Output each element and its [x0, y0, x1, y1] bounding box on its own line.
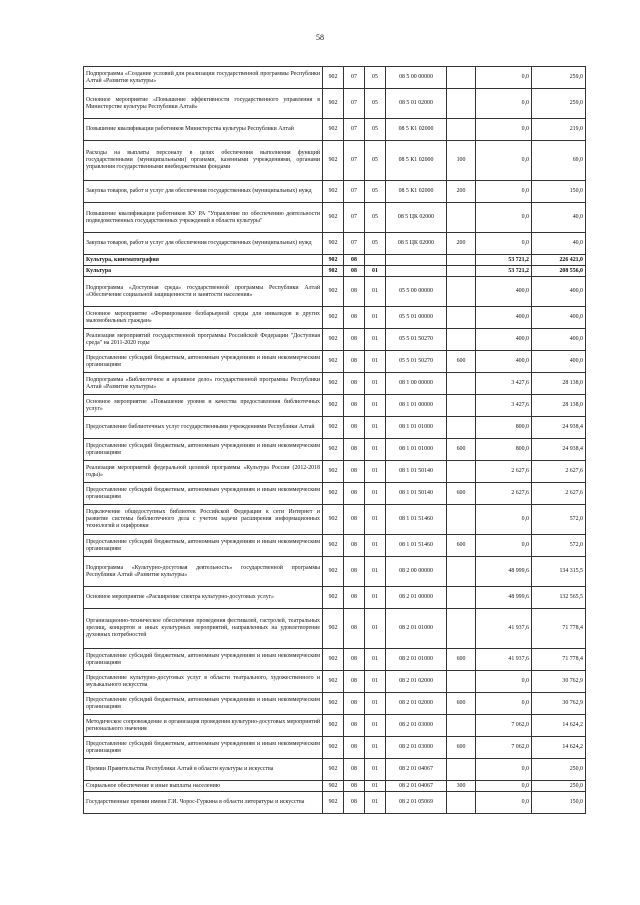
target-article-cell: 08 1 01 01000 — [386, 439, 447, 461]
target-article-cell: 08 1 01 51460 — [386, 535, 447, 557]
amount-year2-cell: 132 565,5 — [532, 587, 586, 609]
ved-code-cell: 902 — [323, 417, 344, 439]
subsection-code-cell: 01 — [365, 557, 386, 587]
item-name-cell: Предоставление субсидий бюджетным, автономным учреждениям и иным некоммерческим организациям — [84, 483, 323, 505]
table-row — [84, 395, 586, 417]
amount-year1-cell: 0,0 — [476, 535, 532, 557]
ved-code-cell: 902 — [323, 141, 344, 181]
section-code-cell: 08 — [344, 461, 365, 483]
amount-year2-cell: 219,0 — [532, 119, 586, 141]
expense-type-cell: 600 — [447, 351, 476, 373]
expense-type-cell: 600 — [447, 649, 476, 671]
item-name-cell: Предоставление культурно-досуговых услуг в области театрального, художественного и музыкального искусства — [84, 671, 323, 693]
amount-year2-cell: 71 778,4 — [532, 609, 586, 649]
subsection-code-cell: 01 — [365, 759, 386, 781]
ved-code-cell: 902 — [323, 671, 344, 693]
target-article-cell: 08 2 01 00000 — [386, 587, 447, 609]
expense-type-cell — [447, 715, 476, 737]
amount-year2-cell: 259,0 — [532, 89, 586, 119]
amount-year1-cell: 0,0 — [476, 89, 532, 119]
amount-year2-cell: 250,0 — [532, 759, 586, 781]
amount-year2-cell: 2 627,6 — [532, 483, 586, 505]
section-code-cell: 08 — [344, 255, 365, 266]
subsection-code-cell: 05 — [365, 67, 386, 89]
budget-table — [83, 66, 586, 814]
ved-code-cell: 902 — [323, 461, 344, 483]
target-article-cell: 08 1 01 00000 — [386, 395, 447, 417]
amount-year1-cell: 0,0 — [476, 759, 532, 781]
amount-year1-cell: 2 627,6 — [476, 461, 532, 483]
ved-code-cell: 902 — [323, 351, 344, 373]
table-row — [84, 737, 586, 759]
target-article-cell: 08 2 00 00000 — [386, 557, 447, 587]
subsection-code-cell: 01 — [365, 535, 386, 557]
amount-year1-cell: 0,0 — [476, 671, 532, 693]
amount-year1-cell: 0,0 — [476, 67, 532, 89]
table-row — [84, 759, 586, 781]
ved-code-cell: 902 — [323, 535, 344, 557]
expense-type-cell: 100 — [447, 141, 476, 181]
section-code-cell: 08 — [344, 266, 365, 277]
target-article-cell: 08 2 01 02000 — [386, 671, 447, 693]
expense-type-cell: 600 — [447, 737, 476, 759]
expense-type-cell: 200 — [447, 233, 476, 255]
amount-year2-cell: 28 138,0 — [532, 395, 586, 417]
ved-code-cell: 902 — [323, 557, 344, 587]
table-row — [84, 505, 586, 535]
target-article-cell: 08 2 01 02000 — [386, 693, 447, 715]
amount-year2-cell: 572,0 — [532, 505, 586, 535]
amount-year1-cell: 0,0 — [476, 203, 532, 233]
target-article-cell: 08 5 К1 02000 — [386, 181, 447, 203]
table-row — [84, 141, 586, 181]
section-code-cell: 08 — [344, 557, 365, 587]
ved-code-cell: 902 — [323, 266, 344, 277]
subsection-code-cell: 01 — [365, 671, 386, 693]
subsection-code-cell: 05 — [365, 89, 386, 119]
item-name-cell: Подпрограмма «Культурно-досуговая деятельность» государственной программы Республики Алтай «Развитие культуры» — [84, 557, 323, 587]
amount-year2-cell: 14 624,2 — [532, 715, 586, 737]
subsection-code-cell: 01 — [365, 693, 386, 715]
ved-code-cell: 902 — [323, 483, 344, 505]
target-article-cell: 08 5 ЦК 02000 — [386, 203, 447, 233]
ved-code-cell: 902 — [323, 373, 344, 395]
section-code-cell: 08 — [344, 693, 365, 715]
target-article-cell: 08 5 К1 02000 — [386, 119, 447, 141]
ved-code-cell: 902 — [323, 439, 344, 461]
item-name-cell: Закупка товаров, работ и услуг для обеспечения государственных (муниципальных) нужд — [84, 233, 323, 255]
table-row — [84, 67, 586, 89]
ved-code-cell: 902 — [323, 181, 344, 203]
expense-type-cell — [447, 792, 476, 814]
section-code-cell: 07 — [344, 203, 365, 233]
amount-year1-cell: 400,0 — [476, 277, 532, 307]
ved-code-cell: 902 — [323, 203, 344, 233]
subsection-code-cell: 01 — [365, 373, 386, 395]
item-name-cell: Закупка товаров, работ и услуг для обеспечения государственных (муниципальных) нужд — [84, 181, 323, 203]
subsection-code-cell — [365, 255, 386, 266]
amount-year1-cell: 0,0 — [476, 181, 532, 203]
table-row — [84, 181, 586, 203]
section-code-cell: 08 — [344, 671, 365, 693]
table-row — [84, 203, 586, 233]
amount-year1-cell: 800,0 — [476, 417, 532, 439]
subsection-code-cell: 01 — [365, 483, 386, 505]
amount-year1-cell: 400,0 — [476, 351, 532, 373]
item-name-cell: Предоставление субсидий бюджетным, автономным учреждениям и иным некоммерческим организациям — [84, 439, 323, 461]
expense-type-cell — [447, 505, 476, 535]
amount-year1-cell: 7 062,0 — [476, 737, 532, 759]
target-article-cell: 05 5 00 00000 — [386, 277, 447, 307]
section-code-cell: 08 — [344, 649, 365, 671]
expense-type-cell: 600 — [447, 693, 476, 715]
ved-code-cell: 902 — [323, 587, 344, 609]
table-row — [84, 483, 586, 505]
subsection-code-cell: 01 — [365, 792, 386, 814]
expense-type-cell — [447, 417, 476, 439]
table-row — [84, 417, 586, 439]
subsection-code-cell: 01 — [365, 417, 386, 439]
subsection-code-cell: 01 — [365, 277, 386, 307]
section-code-cell: 08 — [344, 587, 365, 609]
section-code-cell: 08 — [344, 715, 365, 737]
table-row — [84, 89, 586, 119]
item-name-cell: Предоставление субсидий бюджетным, автономным учреждениям и иным некоммерческим организациям — [84, 693, 323, 715]
target-article-cell: 08 5 К1 02000 — [386, 141, 447, 181]
amount-year2-cell: 400,0 — [532, 351, 586, 373]
expense-type-cell: 300 — [447, 781, 476, 792]
table-row — [84, 792, 586, 814]
subsection-code-cell: 01 — [365, 329, 386, 351]
target-article-cell: 08 5 00 00000 — [386, 67, 447, 89]
subsection-code-cell: 05 — [365, 119, 386, 141]
amount-year2-cell: 572,0 — [532, 535, 586, 557]
section-code-cell: 08 — [344, 395, 365, 417]
item-name-cell: Культура — [84, 266, 323, 277]
expense-type-cell — [447, 203, 476, 233]
section-code-cell: 08 — [344, 609, 365, 649]
ved-code-cell: 902 — [323, 781, 344, 792]
expense-type-cell — [447, 671, 476, 693]
target-article-cell: 08 1 01 50140 — [386, 461, 447, 483]
section-code-cell: 08 — [344, 483, 365, 505]
target-article-cell: 08 1 01 50140 — [386, 483, 447, 505]
table-body — [84, 67, 586, 814]
amount-year2-cell: 24 938,4 — [532, 439, 586, 461]
section-code-cell: 08 — [344, 277, 365, 307]
amount-year2-cell: 400,0 — [532, 307, 586, 329]
section-code-cell: 08 — [344, 417, 365, 439]
subsection-code-cell: 01 — [365, 649, 386, 671]
ved-code-cell: 902 — [323, 737, 344, 759]
table-row — [84, 781, 586, 792]
amount-year1-cell: 48 999,6 — [476, 587, 532, 609]
subsection-code-cell: 05 — [365, 141, 386, 181]
ved-code-cell: 902 — [323, 329, 344, 351]
section-code-cell: 07 — [344, 67, 365, 89]
section-code-cell: 07 — [344, 119, 365, 141]
target-article-cell: 08 2 01 05069 — [386, 792, 447, 814]
item-name-cell: Подпрограмма «Доступная среда» государственной программы Республики Алтай «Обеспечение социальной защищенности и занятости населения» — [84, 277, 323, 307]
ved-code-cell: 902 — [323, 505, 344, 535]
section-code-cell: 08 — [344, 759, 365, 781]
subsection-code-cell: 01 — [365, 307, 386, 329]
section-code-cell: 08 — [344, 439, 365, 461]
target-article-cell: 08 2 01 01000 — [386, 649, 447, 671]
amount-year2-cell: 71 778,4 — [532, 649, 586, 671]
expense-type-cell — [447, 461, 476, 483]
target-article-cell: 08 2 01 04067 — [386, 781, 447, 792]
ved-code-cell: 902 — [323, 693, 344, 715]
expense-type-cell: 600 — [447, 535, 476, 557]
section-code-cell: 08 — [344, 373, 365, 395]
item-name-cell: Повышение квалификации работников Министерства культуры Республики Алтай — [84, 119, 323, 141]
ved-code-cell: 902 — [323, 715, 344, 737]
amount-year2-cell: 24 938,4 — [532, 417, 586, 439]
item-name-cell: Государственные премии имени Г.И. Чорос-Гуркина в области литературы и искусства — [84, 792, 323, 814]
table-row — [84, 609, 586, 649]
target-article-cell: 05 5 01 50270 — [386, 329, 447, 351]
item-name-cell: Расходы на выплаты персоналу в целях обеспечения выполнения функций государственными (муниципальными) органами, казенными учреждениями, органами управления государственными внебюджетными фондами — [84, 141, 323, 181]
amount-year1-cell: 41 937,6 — [476, 649, 532, 671]
item-name-cell: Основное мероприятие «Повышение уровня и качества предоставления библиотечных услуг» — [84, 395, 323, 417]
item-name-cell: Реализация мероприятий государственной программы Российской Федерации "Доступная среда" на 2011-2020 годы — [84, 329, 323, 351]
section-code-cell: 07 — [344, 89, 365, 119]
item-name-cell: Предоставление субсидий бюджетным, автономным учреждениям и иным некоммерческим организациям — [84, 535, 323, 557]
amount-year1-cell: 3 427,6 — [476, 373, 532, 395]
section-code-cell: 08 — [344, 737, 365, 759]
subsection-code-cell: 01 — [365, 505, 386, 535]
amount-year1-cell: 0,0 — [476, 505, 532, 535]
target-article-cell: 08 2 01 03000 — [386, 715, 447, 737]
subsection-code-cell: 05 — [365, 181, 386, 203]
item-name-cell: Подпрограмма «Библиотечное и архивное дело» государственной программы Республики Алтай «Развитие культуры» — [84, 373, 323, 395]
amount-year2-cell: 208 556,0 — [532, 266, 586, 277]
item-name-cell: Основное мероприятие «Формирование безбарьерной среды для инвалидов и других маломобильных граждан» — [84, 307, 323, 329]
expense-type-cell: 200 — [447, 181, 476, 203]
expense-type-cell: 600 — [447, 439, 476, 461]
table-row — [84, 266, 586, 277]
section-code-cell: 07 — [344, 141, 365, 181]
table-row — [84, 671, 586, 693]
item-name-cell: Основное мероприятие «Расширение спектра культурно-досуговых услуг» — [84, 587, 323, 609]
table-row — [84, 351, 586, 373]
ved-code-cell: 902 — [323, 395, 344, 417]
item-name-cell: Повышение квалификации работников КУ РА "Управление по обеспечению деятельности подведомственных государственных учреждений в области культуры" — [84, 203, 323, 233]
amount-year2-cell: 30 762,9 — [532, 671, 586, 693]
item-name-cell: Культура, кинематография — [84, 255, 323, 266]
subsection-code-cell: 01 — [365, 395, 386, 417]
amount-year1-cell: 3 427,6 — [476, 395, 532, 417]
amount-year2-cell: 150,0 — [532, 792, 586, 814]
item-name-cell: Премии Правительства Республики Алтай в области культуры и искусства — [84, 759, 323, 781]
subsection-code-cell: 01 — [365, 587, 386, 609]
target-article-cell: 05 5 01 50270 — [386, 351, 447, 373]
target-article-cell — [386, 266, 447, 277]
subsection-code-cell: 01 — [365, 609, 386, 649]
page-number: 58 — [316, 33, 324, 42]
ved-code-cell: 902 — [323, 277, 344, 307]
amount-year1-cell: 0,0 — [476, 119, 532, 141]
amount-year2-cell: 150,0 — [532, 181, 586, 203]
item-name-cell: Предоставление субсидий бюджетным, автономным учреждениям и иным некоммерческим организациям — [84, 737, 323, 759]
table-row — [84, 373, 586, 395]
amount-year2-cell: 259,0 — [532, 67, 586, 89]
amount-year2-cell: 2 627,6 — [532, 461, 586, 483]
amount-year1-cell: 0,0 — [476, 233, 532, 255]
table-row — [84, 693, 586, 715]
amount-year1-cell: 800,0 — [476, 439, 532, 461]
amount-year2-cell: 69,0 — [532, 141, 586, 181]
table-row — [84, 439, 586, 461]
section-code-cell: 08 — [344, 505, 365, 535]
expense-type-cell — [447, 373, 476, 395]
subsection-code-cell: 05 — [365, 233, 386, 255]
section-code-cell: 08 — [344, 792, 365, 814]
item-name-cell: Реализация мероприятий федеральной целевой программы «Культура России (2012-2018 годы)» — [84, 461, 323, 483]
amount-year2-cell: 134 315,5 — [532, 557, 586, 587]
amount-year1-cell: 0,0 — [476, 141, 532, 181]
expense-type-cell — [447, 609, 476, 649]
amount-year1-cell: 53 721,2 — [476, 266, 532, 277]
item-name-cell: Подключение общедоступных библиотек Российской Федерации к сети Интернет и развитие системы библиотечного дела с учетом задачи расширения информационных технологий и оцифровки — [84, 505, 323, 535]
amount-year1-cell: 400,0 — [476, 329, 532, 351]
expense-type-cell — [447, 67, 476, 89]
ved-code-cell: 902 — [323, 89, 344, 119]
expense-type-cell — [447, 557, 476, 587]
item-name-cell: Предоставление библиотечных услуг государственными учреждениями Республики Алтай — [84, 417, 323, 439]
ved-code-cell: 902 — [323, 233, 344, 255]
amount-year1-cell: 0,0 — [476, 792, 532, 814]
subsection-code-cell: 01 — [365, 715, 386, 737]
subsection-code-cell: 01 — [365, 461, 386, 483]
target-article-cell: 08 1 01 01000 — [386, 417, 447, 439]
table-row — [84, 535, 586, 557]
amount-year1-cell: 0,0 — [476, 781, 532, 792]
amount-year2-cell: 400,0 — [532, 277, 586, 307]
section-code-cell: 07 — [344, 181, 365, 203]
table-row — [84, 461, 586, 483]
target-article-cell: 08 1 00 00000 — [386, 373, 447, 395]
table-row — [84, 557, 586, 587]
table-row — [84, 307, 586, 329]
subsection-code-cell: 01 — [365, 351, 386, 373]
amount-year2-cell: 250,0 — [532, 781, 586, 792]
table-row — [84, 277, 586, 307]
amount-year1-cell: 7 062,0 — [476, 715, 532, 737]
subsection-code-cell: 01 — [365, 781, 386, 792]
amount-year1-cell: 41 937,6 — [476, 609, 532, 649]
amount-year2-cell: 40,0 — [532, 233, 586, 255]
ved-code-cell: 902 — [323, 255, 344, 266]
item-name-cell: Подпрограмма «Создание условий для реализации государственной программы Республики Алтай «Развитие культуры» — [84, 67, 323, 89]
expense-type-cell — [447, 119, 476, 141]
expense-type-cell — [447, 266, 476, 277]
section-code-cell: 08 — [344, 329, 365, 351]
item-name-cell: Предоставление субсидий бюджетным, автономным учреждениям и иным некоммерческим организациям — [84, 649, 323, 671]
expense-type-cell — [447, 587, 476, 609]
amount-year2-cell: 30 762,9 — [532, 693, 586, 715]
expense-type-cell — [447, 307, 476, 329]
ved-code-cell: 902 — [323, 649, 344, 671]
ved-code-cell: 902 — [323, 119, 344, 141]
section-code-cell: 08 — [344, 781, 365, 792]
subsection-code-cell: 01 — [365, 737, 386, 759]
amount-year1-cell: 2 627,6 — [476, 483, 532, 505]
expense-type-cell — [447, 395, 476, 417]
target-article-cell: 08 5 ЦК 02000 — [386, 233, 447, 255]
amount-year1-cell: 400,0 — [476, 307, 532, 329]
target-article-cell: 08 1 01 51460 — [386, 505, 447, 535]
amount-year2-cell: 400,0 — [532, 329, 586, 351]
item-name-cell: Социальное обеспечение и иные выплаты населению — [84, 781, 323, 792]
ved-code-cell: 902 — [323, 307, 344, 329]
item-name-cell: Организационно-техническое обеспечение проведения фестивалей, гастролей, театральных зрелищ, концертов и иных культурных мероприятий, направленных на удовлетворение духовных потребностей — [84, 609, 323, 649]
item-name-cell: Методическое сопровождение и организация проведения культурно-досуговых мероприятий регионального значения — [84, 715, 323, 737]
expense-type-cell — [447, 255, 476, 266]
amount-year2-cell: 40,0 — [532, 203, 586, 233]
amount-year2-cell: 28 138,0 — [532, 373, 586, 395]
amount-year1-cell: 0,0 — [476, 693, 532, 715]
ved-code-cell: 902 — [323, 792, 344, 814]
table-row — [84, 233, 586, 255]
target-article-cell: 05 5 01 00000 — [386, 307, 447, 329]
target-article-cell: 08 5 01 02000 — [386, 89, 447, 119]
section-code-cell: 08 — [344, 535, 365, 557]
amount-year2-cell: 226 421,0 — [532, 255, 586, 266]
ved-code-cell: 902 — [323, 609, 344, 649]
subsection-code-cell: 01 — [365, 266, 386, 277]
table-row — [84, 649, 586, 671]
table-row — [84, 715, 586, 737]
table-row — [84, 255, 586, 266]
expense-type-cell — [447, 89, 476, 119]
section-code-cell: 08 — [344, 307, 365, 329]
table-row — [84, 119, 586, 141]
expense-type-cell: 600 — [447, 483, 476, 505]
ved-code-cell: 902 — [323, 67, 344, 89]
subsection-code-cell: 01 — [365, 439, 386, 461]
amount-year2-cell: 14 624,2 — [532, 737, 586, 759]
item-name-cell: Предоставление субсидий бюджетным, автономным учреждениям и иным некоммерческим организациям — [84, 351, 323, 373]
target-article-cell — [386, 255, 447, 266]
amount-year1-cell: 48 999,6 — [476, 557, 532, 587]
section-code-cell: 08 — [344, 351, 365, 373]
target-article-cell: 08 2 01 04067 — [386, 759, 447, 781]
target-article-cell: 08 2 01 01000 — [386, 609, 447, 649]
item-name-cell: Основное мероприятие «Повышение эффективности государственного управления в Министерстве культуры Республики Алтай» — [84, 89, 323, 119]
ved-code-cell: 902 — [323, 759, 344, 781]
section-code-cell: 07 — [344, 233, 365, 255]
amount-year1-cell: 53 721,2 — [476, 255, 532, 266]
target-article-cell: 08 2 01 03000 — [386, 737, 447, 759]
expense-type-cell — [447, 759, 476, 781]
table-row — [84, 329, 586, 351]
expense-type-cell — [447, 277, 476, 307]
subsection-code-cell: 05 — [365, 203, 386, 233]
expense-type-cell — [447, 329, 476, 351]
table-row — [84, 587, 586, 609]
